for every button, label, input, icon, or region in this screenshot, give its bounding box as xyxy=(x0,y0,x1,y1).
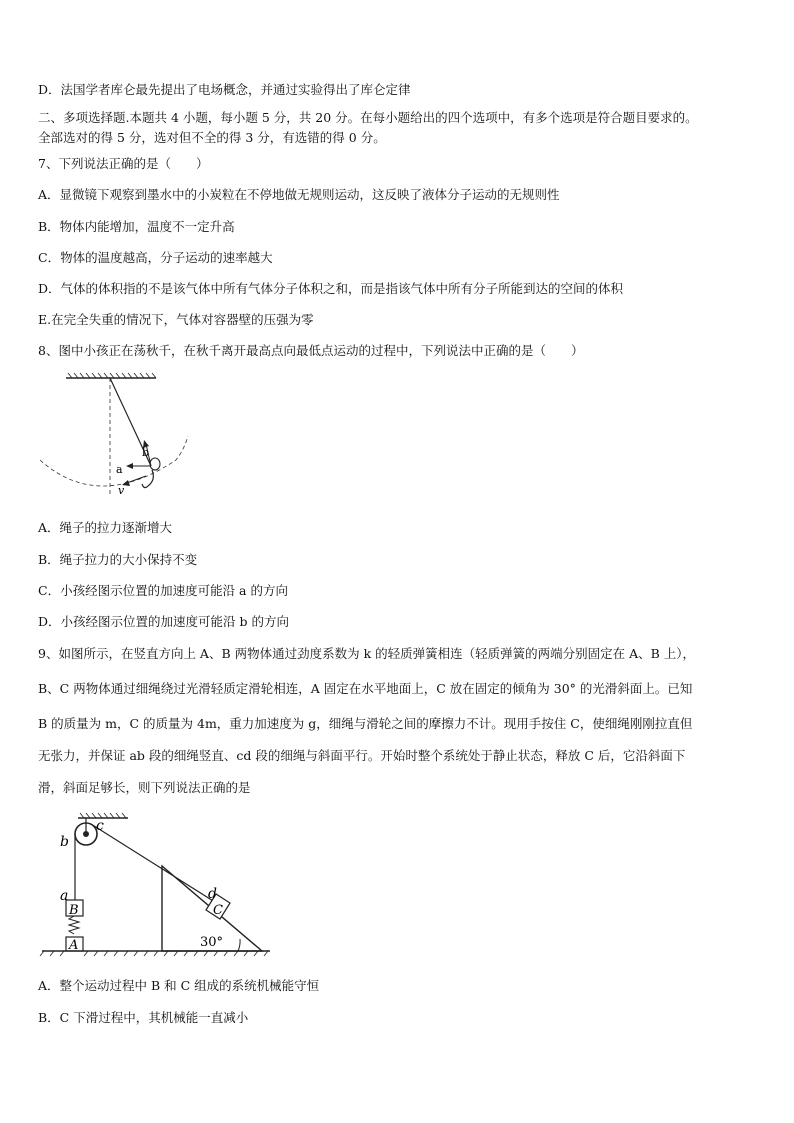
block-a-label: A xyxy=(69,938,79,953)
q7-option-b: B．物体内能增加，温度不一定升高 xyxy=(38,219,235,234)
label-a: a xyxy=(60,888,69,904)
option-d-prev: D．法国学者库仑最先提出了电场概念，并通过实验得出了库仑定律 xyxy=(38,82,411,97)
section-instructions: 全部选对的得 5 分，选对但不全的得 3 分，有选错的得 0 分。 xyxy=(38,130,386,145)
question-9-line3: B 的质量为 m，C 的质量为 4m，重力加速度为 g，细绳与滑轮之间的摩擦力不计。现用手按住 C，使细绳刚刚拉直但 xyxy=(38,716,693,731)
swing-figure xyxy=(38,372,198,502)
section-heading: 二、多项选择题.本题共 4 小题，每小题 5 分，共 20 分。在每小题给出的四个选项中，有多个选项是符合题目要求的。 xyxy=(38,110,698,125)
question-8: 8、图中小孩正在荡秋千，在秋千离开最高点向最低点运动的过程中，下列说法中正确的是（ ） xyxy=(38,343,584,358)
incline-angle-label: 30° xyxy=(200,935,224,950)
label-b: b xyxy=(142,446,150,459)
q8-option-d: D．小孩经图示位置的加速度可能沿 b 的方向 xyxy=(38,614,289,629)
q9-option-b: B．C 下滑过程中，其机械能一直减小 xyxy=(38,1010,249,1025)
label-a: a xyxy=(116,463,123,476)
q7-option-e: E.在完全失重的情况下，气体对容器壁的压强为零 xyxy=(38,312,314,327)
pulley-incline-figure xyxy=(38,810,278,960)
question-7: 7、下列说法正确的是（ ） xyxy=(38,156,209,171)
q9-option-a: A．整个运动过程中 B 和 C 组成的系统机械能守恒 xyxy=(38,978,320,993)
label-v: v xyxy=(118,484,125,497)
label-d: d xyxy=(208,886,217,902)
question-9-line5: 滑，斜面足够长，则下列说法正确的是 xyxy=(38,780,251,795)
q7-option-c: C．物体的温度越高，分子运动的速率越大 xyxy=(38,250,273,265)
label-b: b xyxy=(60,834,69,850)
block-c-label: C xyxy=(213,903,223,918)
q8-option-b: B．绳子拉力的大小保持不变 xyxy=(38,552,198,567)
q8-option-c: C．小孩经图示位置的加速度可能沿 a 的方向 xyxy=(38,583,288,598)
question-9-line2: B、C 两物体通过细绳绕过光滑轻质定滑轮相连，A 固定在水平地面上，C 放在固定的倾角为 30° 的光滑斜面上。已知 xyxy=(38,681,693,696)
q7-option-d: D．气体的体积指的不是该气体中所有气体分子体积之和，而是指该气体中所有分子所能到达的空间的体积 xyxy=(38,281,624,296)
label-c: c xyxy=(96,818,104,834)
question-9-line4: 无张力，并保证 ab 段的细绳竖直、cd 段的细绳与斜面平行。开始时整个系统处于静止状态，释放 C 后，它沿斜面下 xyxy=(38,748,686,763)
q7-option-a: A．显微镜下观察到墨水中的小炭粒在不停地做无规则运动，这反映了液体分子运动的无规则性 xyxy=(38,187,560,202)
block-b-label: B xyxy=(69,903,79,918)
q8-option-a: A．绳子的拉力逐渐增大 xyxy=(38,520,173,535)
question-9-line1: 9、如图所示，在竖直方向上 A、B 两物体通过劲度系数为 k 的轻质弹簧相连（轻质弹簧的两端分别固定在 A、B 上）， xyxy=(38,646,696,661)
